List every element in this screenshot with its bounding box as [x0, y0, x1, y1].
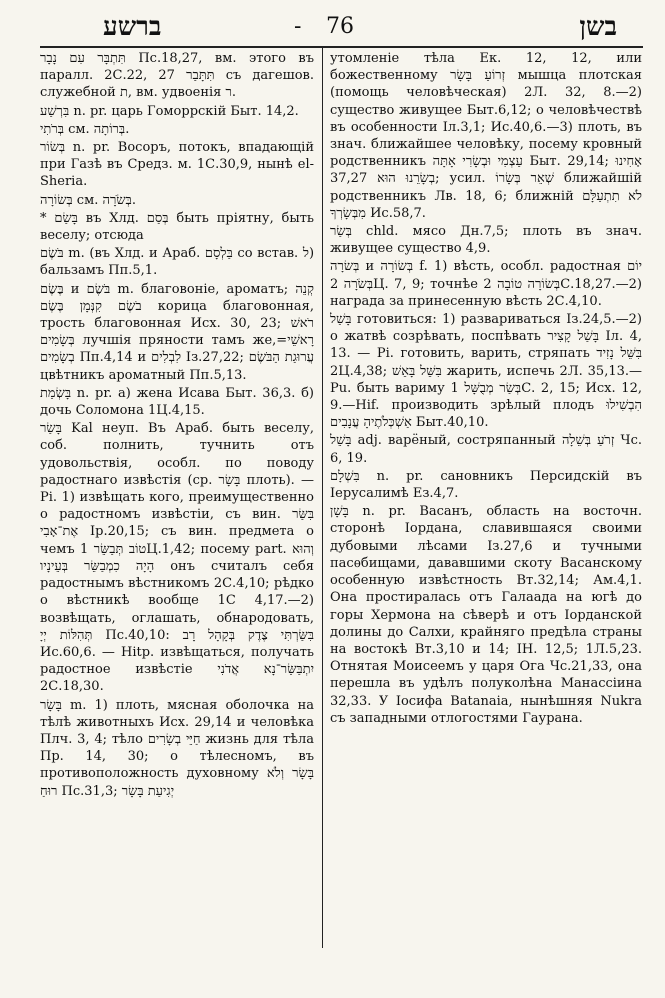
- page-header: [38, 12, 647, 46]
- entry: תִּתְבָּר עִם נָבָר Пс.18,27, вм. этого въ паралл. 2С.22, 27 תִּתָּבַר съ дагешов. служебной ת, вм. удвоенія ר.: [40, 51, 314, 101]
- entry: בִּשְׁלָם n. pr. сановникъ Персидскій въ Іерусалимѣ Ез.4,7.: [330, 468, 642, 502]
- entry: בִּרְשַׁע n. pr. царь Гоморрскій Быт. 14,2.: [40, 103, 299, 119]
- header-separator: -: [294, 14, 302, 39]
- entry: בְּשׂוֹר n. pr. Восоръ, потокъ, впадающій при Газѣ въ Средз. м. 1С.30,9, нынѣ el-Sheria.: [40, 140, 314, 190]
- header-rule: [40, 46, 643, 48]
- left-column: [40, 50, 314, 955]
- entry: בָּשַׂר Kal неуп. Въ Араб. быть весeлу, соб. полнить, тучнить отъ удовольствія, особл. по поводу радостнаго извѣстія (ср. בָּשָׂר плоть). —Pi. 1) извѣщать кого, преимущественно о радостномъ извѣстіи, съ вин. בִּשַּׂר אֶת־אָבִי Ір.20,15; съ вин. предмета о чемъ טוֹב תְּבַשֵּׂר 1Ц.1,42; посему part. וְהוּא הָיָה כִמְבַשֵּׂר בְּעֵינָיו онъ считалъ себя радостнымъ вѣстникомъ 2С.4,10; рѣдко о вѣстникѣ вообще 1С 4,17.—2) возвѣщать, оглашать, обнародовать, תְּהִלּוֹת יְיָ Пс.40,10: בִּשַּׂרְתִּי צֶדֶק בְּקָהָל רָב Ис.60,6. — Hitp. извѣщаться, получать радостное извѣстіе יִתְבַּשַּׂר־נָא אֲדֹנִי 2С.18,30.: [40, 421, 314, 695]
- column-divider: [322, 48, 323, 948]
- entry: בָּשָׁן n. pr. Васанъ, область на восточн. сторонѣ Іордана, славившаяся своими дубовыми лѣсами Із.27,6 и тучными пасѳбищами, дававшими скоту Васанскому особенную извѣстность Вт.32,14; Ам.4,1. Она простиралась отъ Галаада на югѣ до горы Хермона на сѣверѣ и отъ Іорданской долины до Салхи, крайняго предѣла страны на востокѣ Вт.3,10 и 14; IН. 12,5; 1Л.5,23. Отнятая Моисеемъ у царя Ога Чс.21,33, она перешла въ удѣлъ полуколѣна Манассіина 32,33. У Іосифа Batanaia, нынѣшняя Nukra съ западными отлогостями Гаурана.: [330, 504, 642, 726]
- page-number: 76: [326, 14, 354, 39]
- entry: בְּשַׂר chld. мясо Дн.7,5; плоть въ знач. живущее существо 4,9.: [330, 224, 642, 257]
- header-right-word: בשן: [579, 12, 617, 42]
- entry: בָּשָׂר m. 1) плоть, мясная оболочка на тѣлѣ животныхъ Исх. 29,14 и человѣка Плч. 3, 4; тѣло חַיֵּי בְשָׂרִים жизнь для тѣла Пр. 14, 30; о тѣлесномъ, въ противоположность духовному בָּשָׂר וְלֹא רוּחַ Пс.31,3; יְגִיעַת בָּשָׂר: [40, 697, 314, 799]
- entry: בֶּשֶׂם и בֹּשֶׂם m. благовоніе, ароматъ; קְנֵה בֹשֶׂם קִנְּמָן בֶּשֶׂם корица благовонная, трость благовонная Исх. 30, 23; רֹאשׁ בְּשָׂמִים лучшія пряности тамъ же,=רָאשֵׁי בְשָׂמִים Пп.4,14 и לִבְלִים Iз.27,22; עֲרוּגַת הַבֹּשֶׂם цвѣтникъ ароматный Пп.5,13.: [40, 281, 314, 383]
- entry: בְּשׂרָה и בְּשׂוֹרָה f. 1) вѣсть, особл. радостная יוֹם בְּשֹׂרָה 2Ц. 7, 9; точнѣе בְּשׂוֹרָה טוֹבָה 2С.18,27.—2) награда за принесенную вѣсть 2С.4,10.: [330, 259, 642, 309]
- entry: בֹּשֶׂם m. (въ Хлд. и Араб. בַּלְסָם со встав. ל) бальзамъ Пп.5,1.: [40, 246, 314, 279]
- entry: בְּרֹתִי см. בְּרוֹתָה.: [40, 121, 130, 137]
- header-left-word: ברשע: [103, 12, 162, 42]
- right-column: [330, 50, 642, 955]
- entry: בָּשְׂמַת n. pr. а) жена Исава Быт. 36,3. б) дочь Соломона 1Ц.4,15.: [40, 385, 314, 419]
- entry: утомленіе тѣла Ек. 12, 12, или божественному זְרוֹעַ בָּשָׂר мышца плотская (помощь человѣческая) 2Л. 32, 8.—2) существо живущее Быт.6,12; о человѣчествѣ въ особенности Iл.3,1; Ис.40,6.—3) плоть, въ знач. ближайшее человѣку, посему кровный родственникъ עַצְמִי וּבְשָׂרִי אָתָּה Быт. 29,14; אָחִינוּ בְשָׂרֵנוּ הוּא 37,27; усил. שְׁאֵר בְּשָׂרוֹ ближайшій родственникъ Лв. 18, 6; ближній לֹא תִתְעַלָּם מִבְּשָׂרְךָ Ис.58,7.: [330, 51, 642, 221]
- entry: בָּשֵׁל adj. варёный, состряпанный זְרֹעַ בְּשֵׁלָה Чс. 6, 19.: [330, 433, 642, 466]
- entry: בְּשׂוֹרָה см. בְּשֹׂרָה.: [40, 192, 136, 208]
- entry: בָּשַׁל готовиться: 1) развариваться Iз.24,5.—2) о жатвѣ созрѣвать, поспѣвать בָּשַׁל קָצִיר Іл. 4, 13. — Pi. готовить, варить, стряпать בִּשֵּׁל נָזִיד 2Ц.4,38; בִּשֵּׁל בָּאֵשׁ жарить, испечь 2Л. 35,13.—Pu. быть вариму בְּשַׂר מְבֻשָּׁל 1С. 2, 15; Исх. 12, 9.—Hif. производить зрѣлый плодъ הִבְשִׁילוּ אַשְׁכְּלֹתֶיהָ עֲנָבִים Быт.40,10.: [330, 312, 642, 431]
- entry: * בָּשַׂם въ Хлд. בְּסַם быть пріятну, быть весeлу; отсюда: [40, 210, 314, 244]
